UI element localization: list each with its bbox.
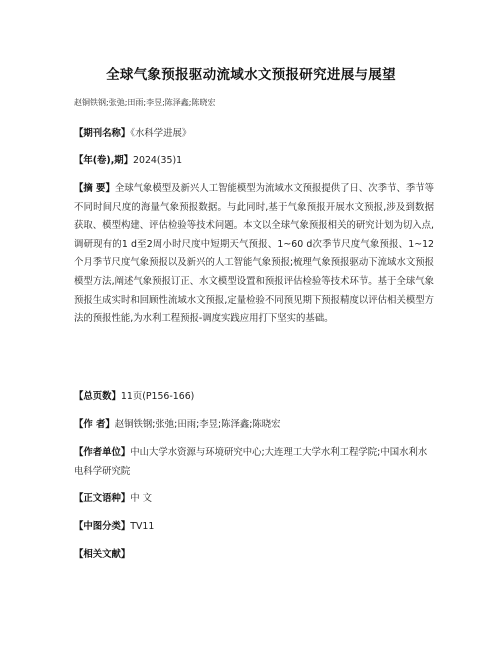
affiliation-label: 【作者单位】 <box>74 447 131 458</box>
journal-value: 《水科学进展》 <box>130 128 192 139</box>
author-value: 赵铜铁钢;张弛;田雨;李昱;陈泽鑫;陈晓宏 <box>114 419 281 430</box>
classification-label: 【中图分类】 <box>74 521 131 532</box>
pages-label: 【总页数】 <box>74 391 121 402</box>
journal-label: 【期刊名称】 <box>74 128 131 139</box>
related-label: 【相关文献】 <box>74 549 131 560</box>
journal-field <box>74 125 434 144</box>
related-field <box>74 546 434 565</box>
language-value: 中 文 <box>130 493 152 504</box>
affiliation-value: 中山大学水资源与环境研究中心;大连理工大学水利工程学院;中国水利水电科学研究院 <box>74 447 428 477</box>
article-title: 全球气象预报驱动流域水文预报研究进展与展望 <box>106 67 396 83</box>
classification-field <box>74 518 434 537</box>
language-field <box>74 490 434 509</box>
language-label: 【正文语种】 <box>74 493 131 504</box>
year-issue-field <box>74 152 434 171</box>
affiliation-field <box>74 444 434 481</box>
authors-line: 赵铜铁钢;张弛;田雨;李昱;陈泽鑫;陈晓宏 <box>74 98 216 107</box>
author-label: 【作 者】 <box>74 419 115 430</box>
abstract-text: 全球气象模型及新兴人工智能模型为流域水文预报提供了日、次季节、季节等不同时间尺度的海量气象预报数据。与此同时,基于气象预报开展水文预报,涉及到数据获取、模型构建、评估检验等技术问题。本文以全球气象预报相关的研究计划为切入点,调研现有的1 d至2周小时尺度中短期天气预报、1~60 d次季节尺度气象预报、1~12个月季节尺度气象预报以及新兴的人工智能气象预报;梳理气象预报驱动下流域水文预报模型方法,阐述气象预报订正、水文模型设置和预报评估检验等技术环节。基于全球气象预报生成实时和回顾性流域水文预报,定量检验不同预见期下预报精度以评估相关模型方法的预报性能,为水利工程预报-调度实践应用打下坚实的基础。 <box>74 183 434 325</box>
pages-field <box>74 388 434 407</box>
pages-value: 11页(P156-166) <box>120 391 195 402</box>
abstract-field <box>74 180 434 329</box>
abstract-label: 【摘 要】 <box>74 183 115 194</box>
classification-value: TV11 <box>130 521 155 532</box>
year-issue-value: 2024(35)1 <box>133 155 183 166</box>
year-issue-label: 【年(卷),期】 <box>74 155 134 166</box>
author-field <box>74 416 434 435</box>
